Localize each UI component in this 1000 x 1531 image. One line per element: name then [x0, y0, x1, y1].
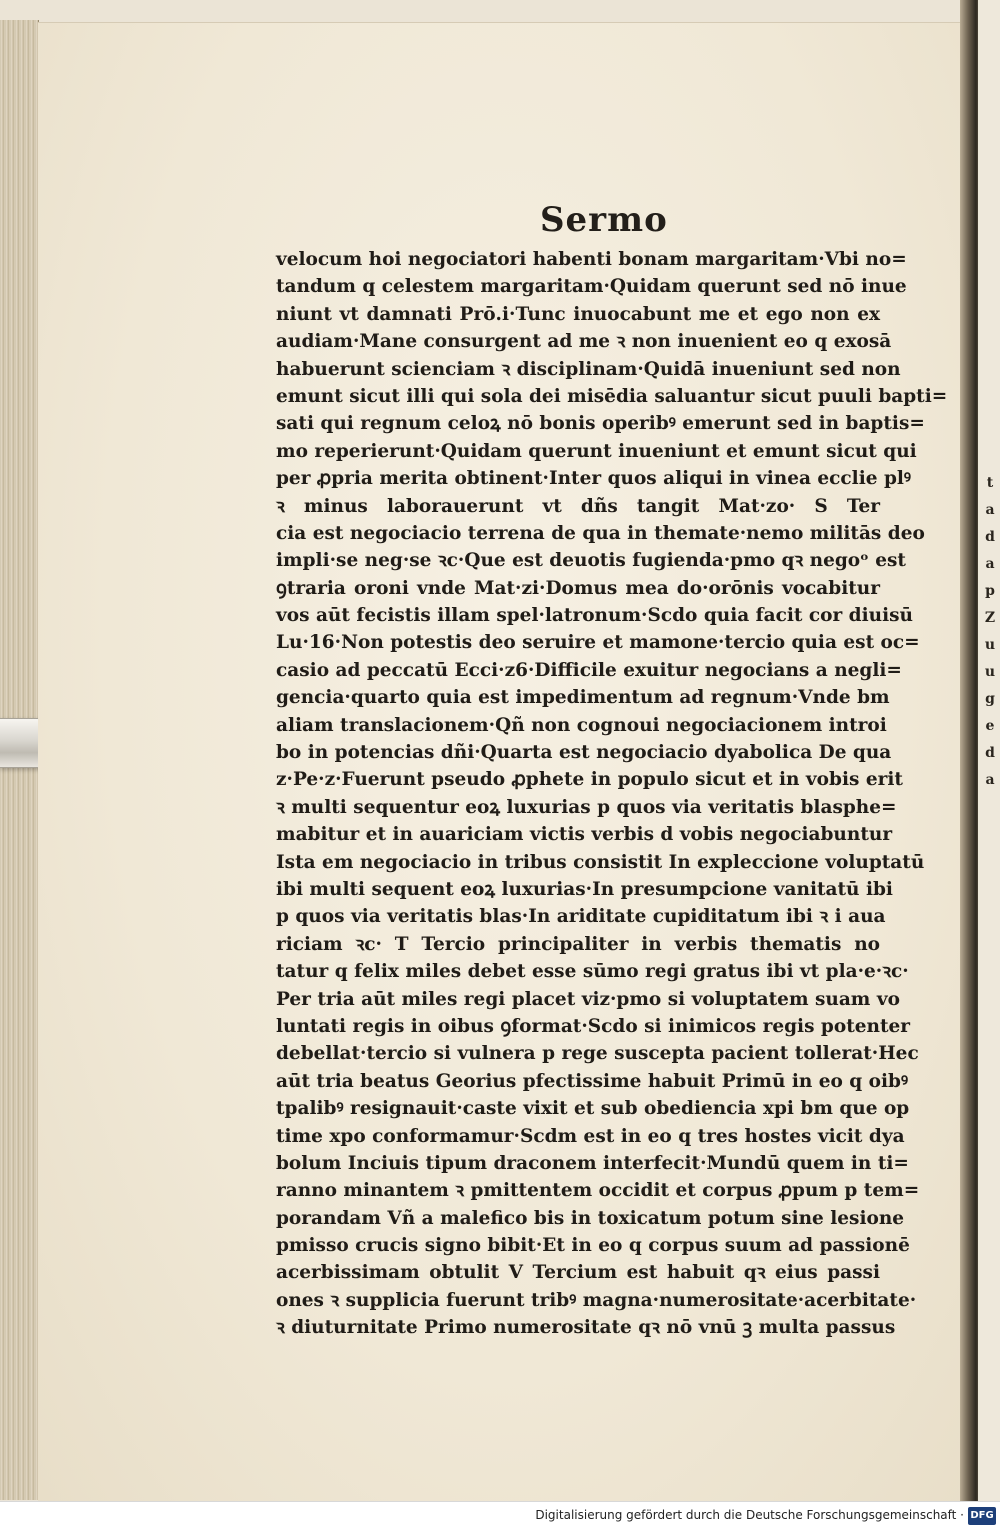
text-line: aliam translacionem·Qñ non cognoui negociacionem introi — [276, 714, 887, 736]
text-line: audiam·Mane consurgent ad me ꝛ non inuenient eo q exosā — [276, 331, 892, 353]
facing-letter: a — [985, 772, 995, 788]
text-line: impli·se neg·se ꝛc·Que est deuotis fugienda·pmo qꝛ negoᵒ est — [276, 550, 906, 572]
text-line: acerbissimam obtulit V Tercium est habuit qꝛ eius passi — [276, 1262, 880, 1284]
facing-letter: u — [984, 664, 996, 680]
text-line: mo reperierunt·Quidam querunt inueniunt et emunt sicut qui — [276, 440, 917, 462]
text-line: ꝯtraria oroni vnde Mat·zi·Domus mea do·orōnis vocabitur — [276, 577, 880, 599]
text-line: tpalibꝰ resignauit·caste vixit et sub obediencia xpi bm que op — [276, 1098, 910, 1120]
facing-page-margin-letters — [982, 470, 998, 794]
text-line: sati qui regnum celoꝝ nō bonis operibꝰ emerunt sed in baptis= — [276, 413, 925, 435]
text-line: Ista em negociacio in tribus consistit In expleccione voluptatū — [276, 851, 925, 873]
text-line: Lu·16·Non potestis deo seruire et mamone·tercio quia est oc= — [276, 632, 920, 654]
text-line: ranno minantem ꝛ pmittentem occidit et corpus ꝓpum p tem= — [276, 1180, 920, 1202]
facing-letter: d — [985, 745, 995, 761]
running-head: Sermo — [540, 200, 668, 240]
text-line: habuerunt scienciam ꝛ disciplinam·Quidā inueniunt sed non — [276, 358, 901, 380]
text-line: vos aūt fecistis illam spel·latronum·Scdo quia facit cor diuisū — [276, 605, 913, 627]
text-line: velocum hoi negociatori habenti bonam margaritam·Vbi no= — [276, 249, 907, 270]
text-line: debellat·tercio si vulnera p rege suscepta pacient tollerat·Hec — [276, 1043, 919, 1065]
text-line: ibi multi sequent eoꝝ luxurias·In presumpcione vanitatū ibi — [276, 878, 893, 900]
text-line: tatur q felix miles debet esse sūmo regi gratus ibi vt pla·e·ꝛc· — [276, 961, 909, 983]
footer-credit: Digitalisierung gefördert durch die Deutsche Forschungsgemeinschaft · — [535, 1508, 964, 1522]
text-line: ꝛ diuturnitate Primo numerositate qꝛ nō vnū ꝫ multa passus — [276, 1317, 896, 1339]
text-line: aūt tria beatus Georius pfectissime habuit Primū in eo q oibꝰ — [276, 1070, 909, 1092]
facing-letter: Z — [984, 610, 996, 626]
text-line: pmisso crucis signo bibit·Et in eo q corpus suum ad passionē — [276, 1235, 910, 1257]
dfg-logo-icon: DFG — [968, 1507, 996, 1525]
facing-letter: u — [984, 637, 996, 653]
text-line: ones ꝛ supplicia fuerunt tribꝰ magna·numerositate·acerbitate· — [276, 1289, 917, 1311]
footer-bar — [0, 1501, 1000, 1531]
text-line: mabitur et in auariciam victis verbis d vobis negociabuntur — [276, 824, 893, 846]
facing-letter: d — [985, 529, 995, 545]
text-line: gencia·quarto quia est impedimentum ad regnum·Vnde bm — [276, 687, 890, 709]
facing-letter: p — [985, 583, 995, 599]
text-line: cia est negociacio terrena de qua in themate·nemo militās deo — [276, 522, 925, 544]
facing-letter: t — [986, 475, 994, 491]
text-line: emunt sicut illi qui sola dei misēdia saluantur sicut puuli bapti= — [276, 385, 948, 407]
text-line: casio ad peccatū Ecci·z6·Difficile exuitur negocians a negli= — [276, 659, 902, 681]
text-line: ꝛ minus laborauerunt vt dñs tangit Mat·zo· S Ter — [276, 495, 880, 517]
text-line: z·Pe·z·Fuerunt pseudo ꝓphete in populo sicut et in vobis erit — [276, 769, 903, 791]
facing-letter: a — [985, 556, 995, 572]
text-line: luntati regis in oibus ꝯformat·Scdo si inimicos regis potenter — [276, 1015, 911, 1037]
text-line: niunt vt damnati Prō.i·Tunc inuocabunt me et ego non ex — [276, 303, 880, 325]
text-column — [276, 246, 948, 1342]
facing-letter: a — [985, 502, 995, 518]
text-line: tandum q celestem margaritam·Quidam querunt sed nō inue — [276, 276, 907, 298]
text-line: porandam Vñ a malefico bis in toxicatum potum sine lesione — [276, 1207, 905, 1229]
text-line: riciam ꝛc· T Tercio principaliter in verbis thematis no — [276, 933, 880, 955]
text-line: Per tria aūt miles regi placet viz·pmo si voluptatem suam vo — [276, 988, 900, 1010]
text-line: p quos via veritatis blas·In ariditate cupiditatum ibi ꝛ i aua — [276, 906, 886, 928]
facing-letter: e — [985, 718, 995, 734]
text-line: ꝛ multi sequentur eoꝝ luxurias p quos via veritatis blasphe= — [276, 796, 897, 818]
text-line: bo in potencias dñi·Quarta est negociacio dyabolica De qua — [276, 742, 892, 764]
text-line: bolum Inciuis tipum draconem interfecit·Mundū quem in ti= — [276, 1152, 909, 1174]
text-line: time xpo conformamur·Scdm est in eo q tres hostes vicit dya — [276, 1125, 905, 1147]
text-line: per ꝓpria merita obtinent·Inter quos aliqui in vinea ecclie plꝰ — [276, 468, 911, 490]
facing-letter: g — [985, 691, 995, 707]
